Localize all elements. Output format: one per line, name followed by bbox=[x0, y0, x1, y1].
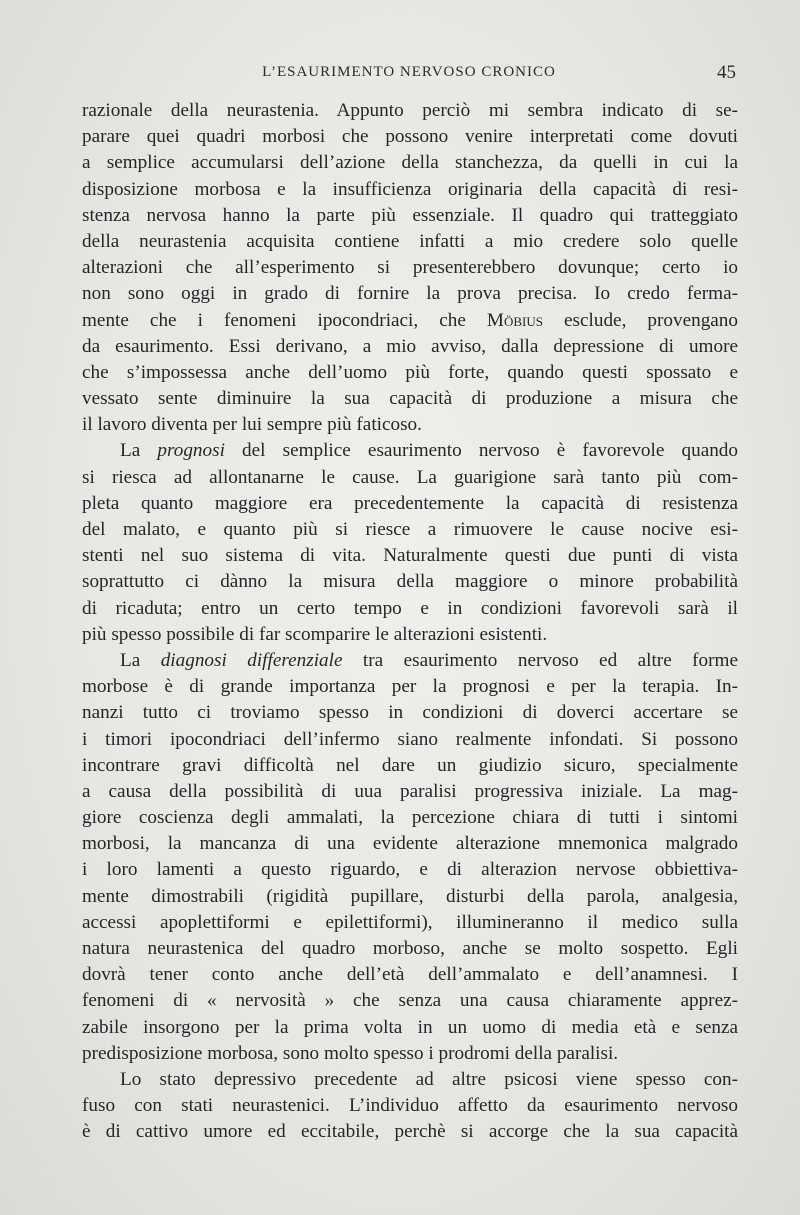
text-line: i timori ipocondriaci dell’infermo siano realmente infondati. Si possono bbox=[82, 728, 738, 750]
text-line: da esaurimento. Essi derivano, a mio avviso, dalla depressione di umore bbox=[82, 335, 738, 357]
page-number: 45 bbox=[717, 62, 736, 83]
text-line: fuso con stati neurastenici. L’individuo affetto da esaurimento nervoso bbox=[82, 1095, 738, 1117]
text-line: alterazioni che all’esperimento si presenterebbero dovunque; certo io bbox=[82, 257, 738, 279]
text-line: del malato, e quanto più si riesce a rimuovere le cause nocive esi- bbox=[82, 519, 738, 540]
text-segment: La bbox=[120, 649, 161, 671]
text-line: si riesca ad allontanarne le cause. La guarigione sarà tanto più com- bbox=[82, 466, 738, 488]
text-segment: tra esaurimento nervoso ed altre forme bbox=[342, 649, 738, 671]
text-line: vessato sente diminuire la sua capacità di produzione a misura che bbox=[82, 388, 738, 410]
text-line: a causa della possibilità di uua paralisi progressiva iniziale. La mag- bbox=[82, 780, 738, 802]
text-line: della neurastenia acquisita contiene infatti a mio credere solo quelle bbox=[82, 230, 738, 252]
text-segment: del semplice esaurimento nervoso è favorevole quando bbox=[224, 440, 738, 462]
text-line: stenti nel suo sistema di vita. Naturalmente questi due punti di vista bbox=[82, 545, 738, 567]
text-line: fenomeni di « nervosità » che senza una causa chiaramente apprez- bbox=[82, 990, 738, 1012]
text-line: mente dimostrabili (rigidità pupillare, disturbi della parola, analgesia, bbox=[82, 885, 738, 907]
text-line: è di cattivo umore ed eccitabile, perchè si accorge che la sua capacità bbox=[82, 1121, 738, 1143]
text-line: di ricaduta; entro un certo tempo e in condizioni favorevoli sarà il bbox=[82, 597, 738, 619]
italic-term: prognosi bbox=[157, 440, 225, 462]
text-line: a semplice accumularsi dell’azione della stanchezza, da quelli in cui la bbox=[82, 152, 738, 174]
text-line: soprattutto ci dànno la misura della maggiore o minore probabilità bbox=[82, 571, 738, 593]
italic-term: diagnosi differenziale bbox=[160, 649, 343, 671]
text-segment: esclude, provengano bbox=[542, 309, 738, 331]
text-line: parare quei quadri morbosi che possono venire interpretati come dovuti bbox=[82, 126, 738, 148]
running-header bbox=[82, 64, 736, 88]
text-line: disposizione morbosa e la insufficienza originaria della capacità di resi- bbox=[82, 178, 738, 200]
text-line: dovrà tener conto anche dell’età dell’ammalato e dell’anamnesi. I bbox=[82, 964, 738, 986]
text-line: nanzi tutto ci troviamo spesso in condizioni di doverci accertare se bbox=[82, 702, 738, 724]
text-line: più spesso possibile di far scomparire le alterazioni esistenti. bbox=[82, 623, 548, 645]
text-line: che s’impossessa anche dell’uomo più forte, quando questi spossato e bbox=[82, 361, 738, 383]
text-line bbox=[82, 308, 738, 334]
text-line: stenza nervosa hanno la parte più essenziale. Il quadro qui tratteggiato bbox=[82, 204, 738, 226]
text-line: Lo stato depressivo precedente ad altre psicosi viene spesso con- bbox=[120, 1068, 738, 1090]
text-line: il lavoro diventa per lui sempre più faticoso. bbox=[82, 414, 422, 436]
text-line: morbose è di grande importanza per la prognosi e per la terapia. In- bbox=[82, 676, 738, 698]
text-line: zabile insorgono per la prima volta in un uomo di media età e senza bbox=[82, 1016, 738, 1038]
author-name: Möbius bbox=[486, 309, 543, 331]
text-line: pleta quanto maggiore era precedentemente la capacità di resistenza bbox=[82, 492, 738, 514]
body-text bbox=[82, 98, 738, 1146]
text-line: predisposizione morbosa, sono molto spesso i prodromi della paralisi. bbox=[82, 1042, 619, 1064]
text-segment: mente che i fenomeni ipocondriaci, che bbox=[82, 309, 487, 331]
text-segment: La bbox=[120, 440, 158, 462]
text-line: morbosi, la mancanza di una evidente alterazione mnemonica malgrado bbox=[82, 833, 738, 855]
text-line: razionale della neurastenia. Appunto perciò mi sembra indicato di se- bbox=[82, 100, 738, 121]
text-line: giore coscienza degli ammalati, la percezione chiara di tutti i sintomi bbox=[82, 807, 738, 829]
text-line bbox=[82, 438, 738, 464]
text-line: natura neurastenica del quadro morboso, anche se molto sospetto. Egli bbox=[82, 938, 738, 959]
text-line: accessi apoplettiformi e epilettiformi), illumineranno il medico sulla bbox=[82, 911, 738, 933]
running-title: L’ESAURIMENTO NERVOSO CRONICO bbox=[262, 64, 556, 80]
text-line: incontrare gravi difficoltà nel dare un giudizio sicuro, specialmente bbox=[82, 754, 738, 776]
text-line: non sono oggi in grado di fornire la prova precisa. Io credo ferma- bbox=[82, 283, 738, 305]
text-line: i loro lamenti a questo riguardo, e di alterazion nervose obbiettiva- bbox=[82, 859, 738, 881]
text-line bbox=[82, 648, 738, 674]
